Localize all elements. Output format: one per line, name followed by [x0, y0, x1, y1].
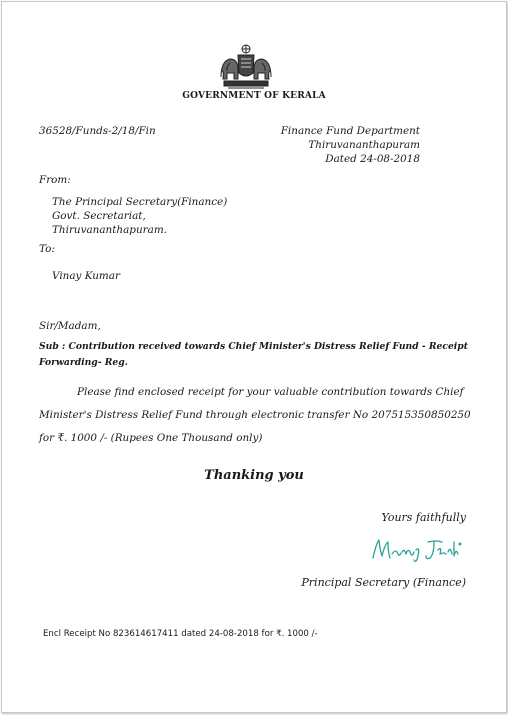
signatory-title: Principal Secretary (Finance) — [301, 576, 466, 589]
thanking-line: Thanking you — [204, 468, 304, 483]
letter-date: Dated 24-08-2018 — [325, 153, 420, 165]
letter-page — [1, 1, 507, 713]
to-label: To: — [39, 243, 55, 255]
closing-line: Yours faithfully — [381, 511, 466, 524]
from-label: From: — [39, 174, 71, 186]
handwritten-signature — [370, 534, 464, 564]
reference-number: 36528/Funds-2/18/Fin — [39, 125, 156, 137]
salutation: Sir/Madam, — [39, 320, 101, 332]
body-paragraph: Please find enclosed receipt for your valuable contribution towards Chief Minister's Distress Relief Fund through electronic transfer No 207515350850250 for ₹. 1000 /- (Rupees One Thousand only) — [39, 386, 471, 444]
recipient-name: Vinay Kumar — [52, 270, 120, 282]
department-place: Thiruvananthapuram — [308, 139, 420, 151]
from-address — [52, 195, 227, 237]
from-line-3: Thiruvananthapuram. — [52, 224, 167, 236]
from-line-1: The Principal Secretary(Finance) — [52, 196, 228, 208]
department-name: Finance Fund Department — [280, 125, 420, 137]
department-block — [232, 124, 420, 166]
kerala-state-emblem-icon — [218, 41, 274, 91]
government-title: GOVERNMENT OF KERALA — [182, 91, 326, 101]
subject-line: Sub : Contribution received towards Chief Minister's Distress Relief Fund - Receipt Forwarding- Reg. — [39, 341, 468, 368]
from-line-2: Govt. Secretariat, — [52, 210, 146, 222]
enclosure-note: Encl Receipt No 823614617411 dated 24-08-2018 for ₹. 1000 /- — [43, 629, 318, 639]
